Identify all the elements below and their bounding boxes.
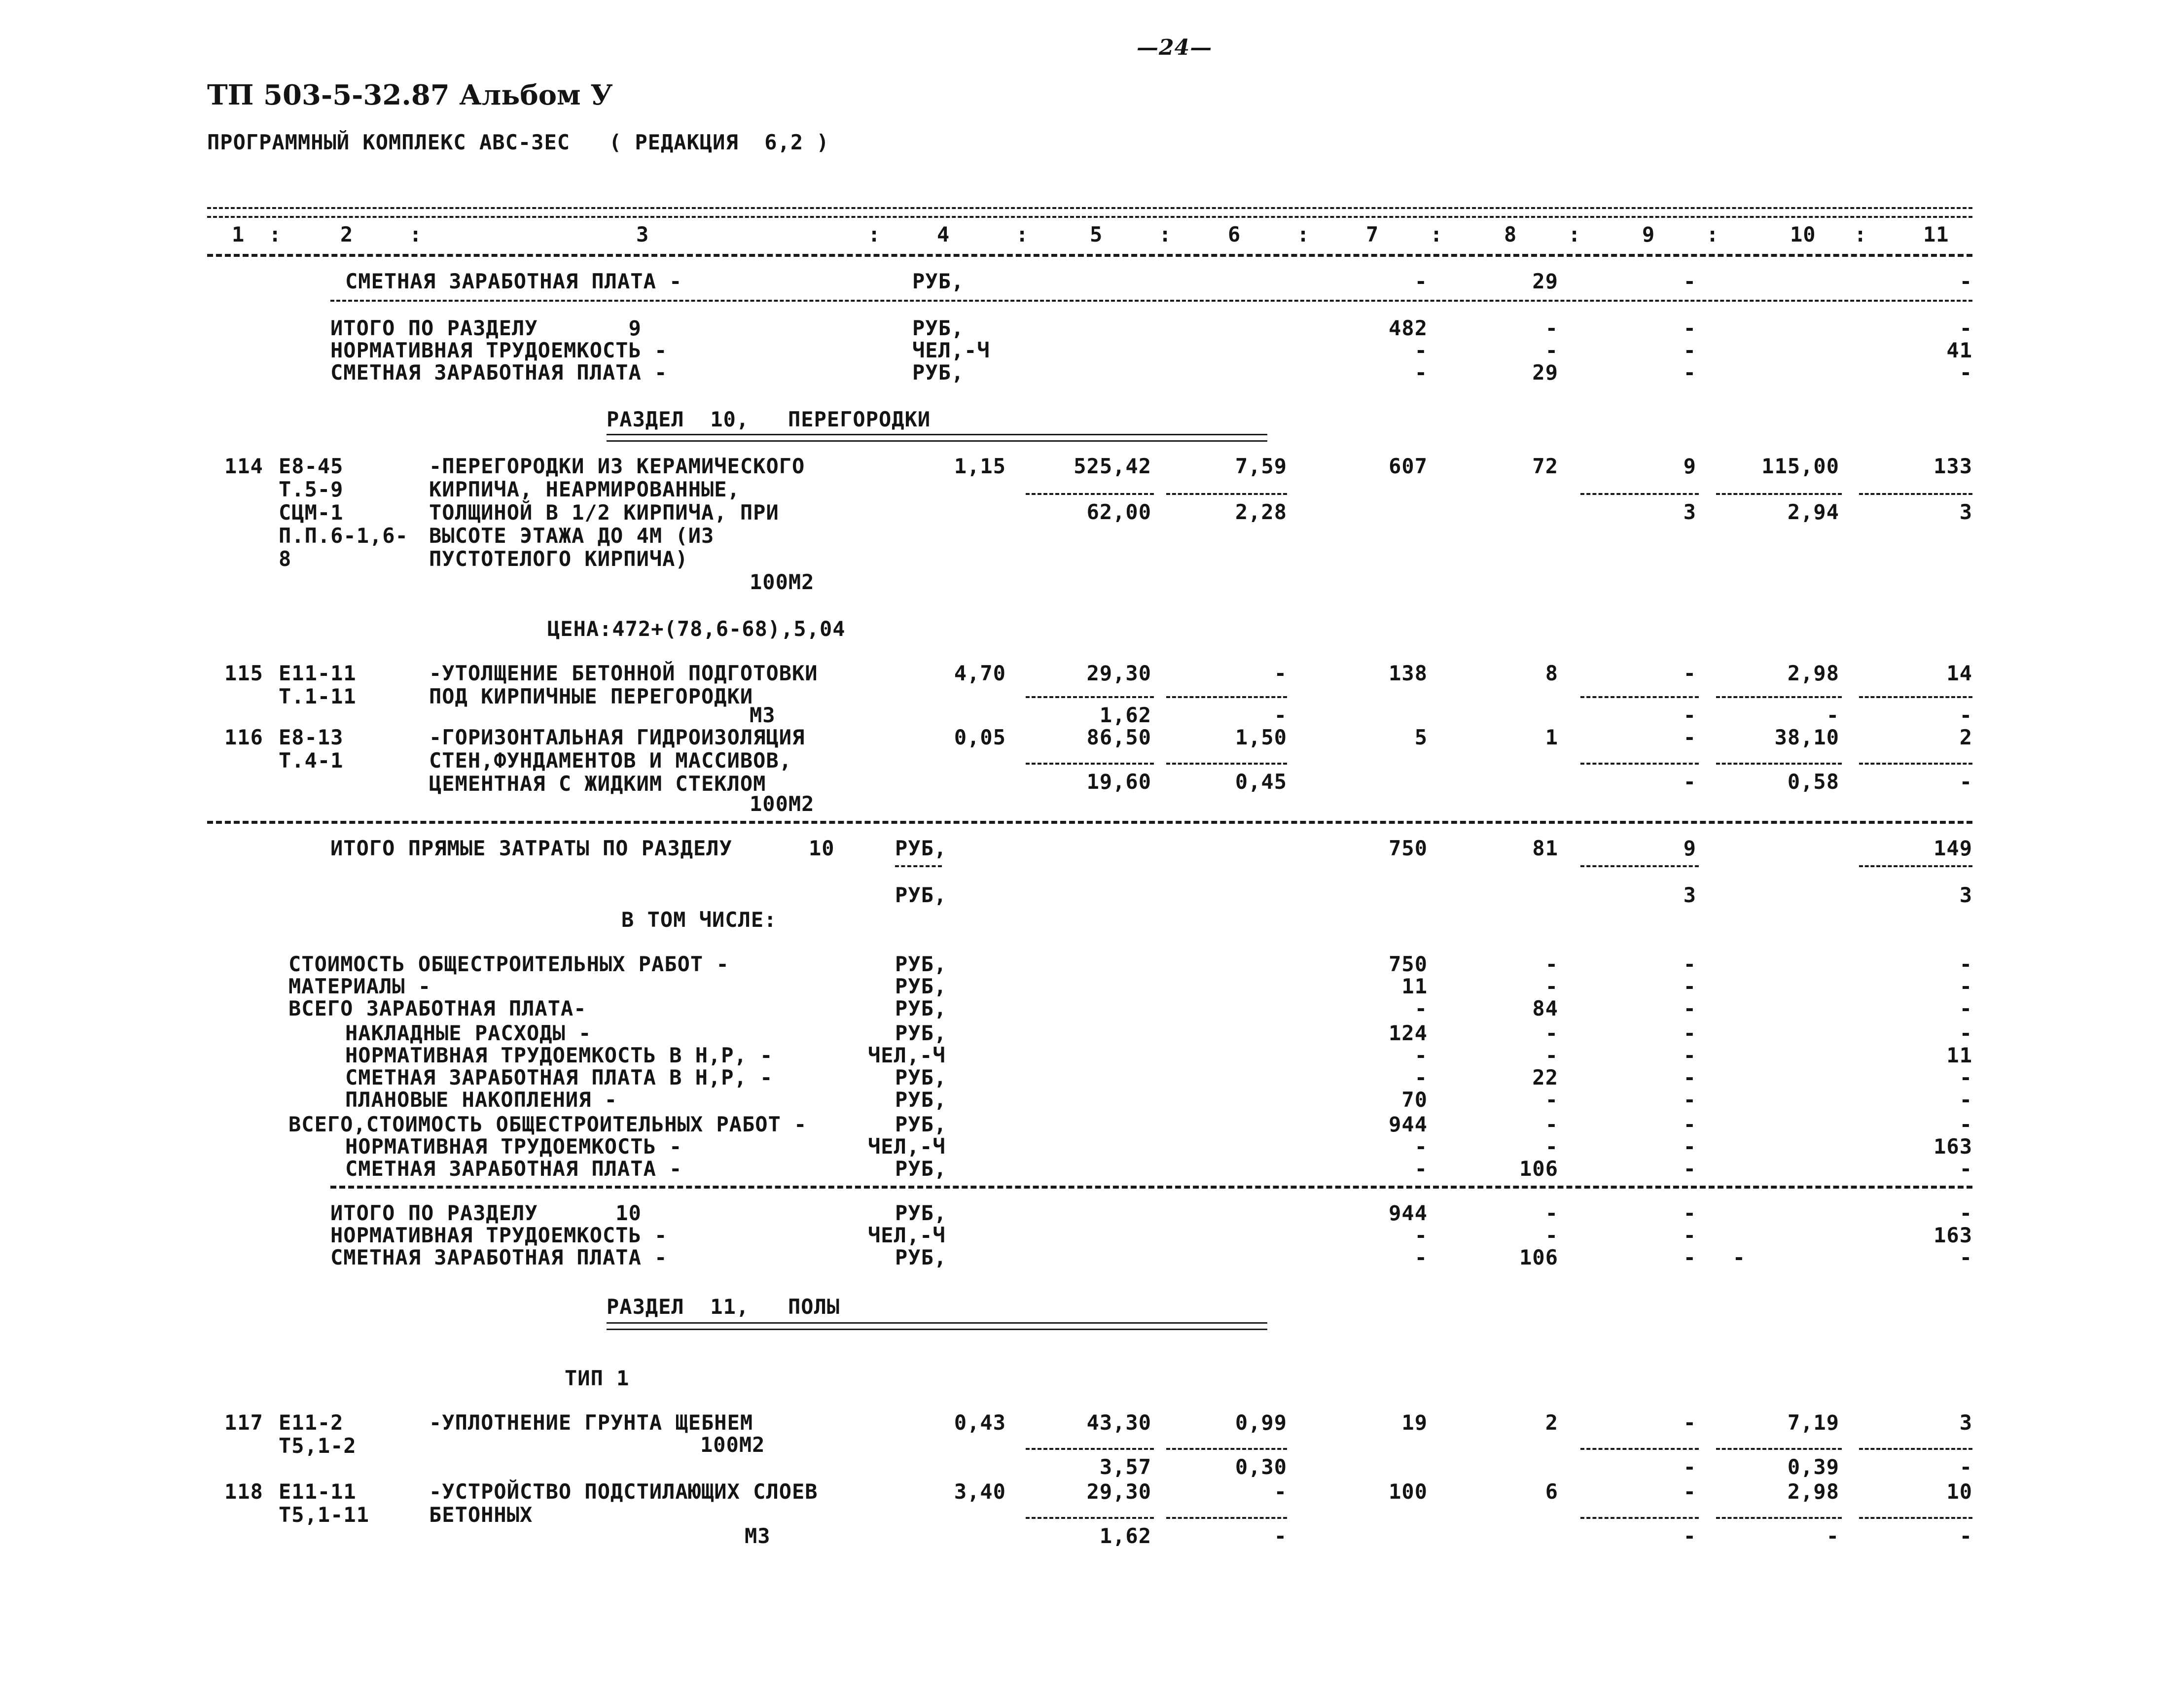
col11-value: - xyxy=(1959,1112,1972,1136)
col6-wage: - xyxy=(1274,703,1287,727)
col11-value: 149 xyxy=(1933,836,1972,860)
col8-value: - xyxy=(1545,338,1558,362)
row-unit: РУБ, xyxy=(895,1157,947,1181)
col8-value: - xyxy=(1545,1223,1558,1247)
subrule xyxy=(1580,865,1699,867)
column-separator: : xyxy=(1430,222,1443,246)
subrule xyxy=(895,865,942,867)
col9-value: - xyxy=(1683,360,1696,385)
item-number: 116 xyxy=(224,725,263,749)
col9-value: - xyxy=(1683,1201,1696,1225)
total-rule xyxy=(330,1186,1972,1189)
col10-value: - xyxy=(1732,1245,1746,1269)
item-description: -ПЕРЕГОРОДКИ ИЗ КЕРАМИЧЕСКОГО xyxy=(429,454,805,478)
col11-value: - xyxy=(1959,1088,1972,1112)
col8-value: - xyxy=(1545,952,1558,976)
column-separator: : xyxy=(1854,222,1867,246)
row-unit: РУБ, xyxy=(912,269,965,293)
col7-value: 944 xyxy=(1389,1112,1428,1136)
row-unit: РУБ, xyxy=(895,1245,947,1269)
subrule xyxy=(1859,865,1972,867)
breakdown-label: НОРМАТИВНАЯ ТРУДОЕМКОСТЬ - xyxy=(345,1134,682,1159)
col7-value: - xyxy=(1414,1157,1428,1181)
program-title: ПРОГРАММНЫЙ КОМПЛЕКС АВС-3ЕС ( РЕДАКЦИЯ 6,2 ) xyxy=(207,130,829,154)
item-description: БЕТОННЫХ xyxy=(429,1503,533,1527)
col11-value: 133 xyxy=(1933,454,1972,478)
col10-wage: - xyxy=(1826,1524,1839,1548)
column-separator: : xyxy=(868,222,881,246)
col7-value: - xyxy=(1414,996,1428,1020)
col8-value: - xyxy=(1545,1021,1558,1045)
col11-value: 14 xyxy=(1946,661,1972,685)
row-unit: ЧЕЛ,-Ч xyxy=(868,1134,946,1159)
col5-wage: 3,57 xyxy=(1099,1455,1151,1479)
col7-value: - xyxy=(1414,1043,1428,1067)
item-number: 117 xyxy=(224,1410,263,1435)
col7-value: 19 xyxy=(1401,1410,1428,1435)
col7-value: - xyxy=(1414,1134,1428,1159)
col9-value: - xyxy=(1683,952,1696,976)
item-description: ПУСТОТЕЛОГО КИРПИЧА) xyxy=(429,547,688,571)
column-separator: : xyxy=(1706,222,1719,246)
header-bottom-rule xyxy=(207,254,1972,257)
column-separator: : xyxy=(1016,222,1029,246)
row-unit: РУБ, xyxy=(895,1088,947,1112)
row-unit: ЧЕЛ,-Ч xyxy=(868,1043,946,1067)
item-unit: 100М2 xyxy=(750,570,815,594)
item-unit: 100М2 xyxy=(700,1433,765,1457)
breakdown-label: ВСЕГО ЗАРАБОТНАЯ ПЛАТА- xyxy=(288,996,587,1020)
col7-value: 100 xyxy=(1389,1479,1428,1504)
col9-value: 9 xyxy=(1683,836,1696,860)
subrule xyxy=(1166,493,1287,495)
col11-value: 10 xyxy=(1946,1479,1972,1504)
col5-unit-cost: 29,30 xyxy=(1086,1479,1151,1504)
item-code: Т.4-1 xyxy=(279,748,344,773)
subrule xyxy=(1716,763,1842,765)
column-header-7: 7 xyxy=(1366,222,1379,246)
item-description: -УСТРОЙСТВО ПОДСТИЛАЮЩИХ СЛОЕВ xyxy=(429,1479,818,1504)
section-10-underline xyxy=(607,434,1267,442)
item-number: 118 xyxy=(224,1479,263,1504)
row-label: НОРМАТИВНАЯ ТРУДОЕМКОСТЬ - xyxy=(330,338,668,362)
item-code: Е11-2 xyxy=(279,1410,344,1435)
col4-quantity: 3,40 xyxy=(954,1479,1006,1504)
col6-unit-cost: 7,59 xyxy=(1235,454,1287,478)
subrule xyxy=(1716,493,1842,495)
col8-value: - xyxy=(1545,974,1558,998)
item-unit: М3 xyxy=(750,703,776,727)
breakdown-label: ВСЕГО,СТОИМОСТЬ ОБЩЕСТРОИТЕЛЬНЫХ РАБОТ - xyxy=(288,1112,807,1136)
col5-wage: 19,60 xyxy=(1086,770,1151,794)
row-unit: РУБ, xyxy=(895,1065,947,1090)
col5-unit-cost: 525,42 xyxy=(1074,454,1151,478)
subrule xyxy=(1580,696,1699,698)
col6-wage: 0,45 xyxy=(1235,770,1287,794)
col4-quantity: 0,05 xyxy=(954,725,1006,749)
item-description: СТЕН,ФУНДАМЕНТОВ И МАССИВОВ, xyxy=(429,748,792,773)
col9-value: - xyxy=(1683,1043,1696,1067)
col9-value: - xyxy=(1683,269,1696,293)
col9-value: - xyxy=(1683,1223,1696,1247)
col9-value: - xyxy=(1683,1410,1696,1435)
col10-value: 115,00 xyxy=(1761,454,1839,478)
col11-value: - xyxy=(1959,1157,1972,1181)
col9-value: - xyxy=(1683,316,1696,340)
subrule xyxy=(1166,1517,1287,1519)
col8-value: - xyxy=(1545,316,1558,340)
col8-value: - xyxy=(1545,1043,1558,1067)
item-code: Е11-11 xyxy=(279,1479,357,1504)
item-code: Е8-13 xyxy=(279,725,344,749)
column-separator: : xyxy=(1159,222,1172,246)
col7-value: - xyxy=(1414,269,1428,293)
column-header-3: 3 xyxy=(636,222,649,246)
col8-value: 8 xyxy=(1545,661,1558,685)
col10-wage: - xyxy=(1826,703,1839,727)
subrule xyxy=(1580,1448,1699,1450)
row-unit: РУБ, xyxy=(895,883,947,907)
section-11-underline xyxy=(607,1322,1267,1330)
item-number: 115 xyxy=(224,661,263,685)
col11-value: - xyxy=(1959,1065,1972,1090)
col11-value: 11 xyxy=(1946,1043,1972,1067)
col9-wage: - xyxy=(1683,1455,1696,1479)
row-unit: РУБ, xyxy=(895,952,947,976)
col9-wage: 3 xyxy=(1683,883,1696,907)
section-10-title: РАЗДЕЛ 10, ПЕРЕГОРОДКИ xyxy=(607,407,931,431)
col8-value: 29 xyxy=(1532,360,1558,385)
subrule xyxy=(1716,1448,1842,1450)
item-description: -УПЛОТНЕНИЕ ГРУНТА ЩЕБНЕМ xyxy=(429,1410,753,1435)
col5-wage: 1,62 xyxy=(1099,703,1151,727)
col8-value: 84 xyxy=(1532,996,1558,1020)
col8-value: - xyxy=(1545,1112,1558,1136)
row-unit: РУБ, xyxy=(895,974,947,998)
col8-value: 106 xyxy=(1519,1157,1558,1181)
subrule xyxy=(1580,493,1699,495)
breakdown-label: СМЕТНАЯ ЗАРАБОТНАЯ ПЛАТА В Н,Р, - xyxy=(345,1065,773,1090)
col7-value: - xyxy=(1414,1223,1428,1247)
item-code: Е8-45 xyxy=(279,454,344,478)
total-rule xyxy=(207,821,1972,824)
col11-value: - xyxy=(1959,952,1972,976)
album-title: ТП 503-5-32.87 Альбом У xyxy=(207,79,613,111)
column-header-9: 9 xyxy=(1642,222,1655,246)
subrule xyxy=(1716,1517,1842,1519)
col7-value: 138 xyxy=(1389,661,1428,685)
item-code: Т5,1-2 xyxy=(279,1434,357,1458)
subrule xyxy=(1026,1517,1154,1519)
col11-value: 163 xyxy=(1933,1223,1972,1247)
col11-wage: - xyxy=(1959,1455,1972,1479)
breakdown-label: НОРМАТИВНАЯ ТРУДОЕМКОСТЬ В Н,Р, - xyxy=(345,1043,773,1067)
col10-value: 2,98 xyxy=(1787,1479,1839,1504)
subrule xyxy=(1026,763,1154,765)
col9-wage: 3 xyxy=(1683,500,1696,524)
col9-value: - xyxy=(1683,1157,1696,1181)
col11-value: 163 xyxy=(1933,1134,1972,1159)
breakdown-label: МАТЕРИАЛЫ - xyxy=(288,974,431,998)
item-description: КИРПИЧА, НЕАРМИРОВАННЫЕ, xyxy=(429,477,740,501)
col7-value: - xyxy=(1414,1065,1428,1090)
col4-quantity: 0,43 xyxy=(954,1410,1006,1435)
subrule xyxy=(1166,763,1287,765)
column-header-10: 10 xyxy=(1790,222,1816,246)
col8-value: 81 xyxy=(1532,836,1558,860)
col8-value: 1 xyxy=(1545,725,1558,749)
item-code: П.П.6-1,6- xyxy=(279,524,408,548)
breakdown-label: СМЕТНАЯ ЗАРАБОТНАЯ ПЛАТА - xyxy=(345,1157,682,1181)
column-separator: : xyxy=(1568,222,1581,246)
direct-costs-section: 10 xyxy=(809,836,835,860)
col8-value: 6 xyxy=(1545,1479,1558,1504)
col9-value: - xyxy=(1683,1021,1696,1045)
col11-value: 2 xyxy=(1959,725,1972,749)
col7-value: - xyxy=(1414,360,1428,385)
page-number: —24— xyxy=(1137,35,1213,60)
col8-value: - xyxy=(1545,1201,1558,1225)
col11-value: - xyxy=(1959,1201,1972,1225)
col11-wage: - xyxy=(1959,1524,1972,1548)
item-unit: М3 xyxy=(745,1524,771,1548)
col8-value: 72 xyxy=(1532,454,1558,478)
column-separator: : xyxy=(1297,222,1310,246)
subrule xyxy=(1166,1448,1287,1450)
row-rule xyxy=(330,300,1972,302)
col11-value: - xyxy=(1959,360,1972,385)
item-description: -ГОРИЗОНТАЛЬНАЯ ГИДРОИЗОЛЯЦИЯ xyxy=(429,725,805,749)
col8-value: 29 xyxy=(1532,269,1558,293)
col11-value: - xyxy=(1959,269,1972,293)
row-unit: ЧЕЛ,-Ч xyxy=(868,1223,946,1247)
col9-value: - xyxy=(1683,1065,1696,1090)
column-header-2: 2 xyxy=(340,222,354,246)
col7-value: 607 xyxy=(1389,454,1428,478)
row-unit: РУБ, xyxy=(912,360,965,385)
col9-value: - xyxy=(1683,338,1696,362)
breakdown-label: ПЛАНОВЫЕ НАКОПЛЕНИЯ - xyxy=(345,1088,618,1112)
col10-wage: 2,94 xyxy=(1787,500,1839,524)
col9-value: - xyxy=(1683,1134,1696,1159)
column-header-1: 1 xyxy=(232,222,245,246)
col9-wage: - xyxy=(1683,703,1696,727)
item-code: Т.5-9 xyxy=(279,477,344,501)
subrule xyxy=(1026,696,1154,698)
subrule xyxy=(1026,493,1154,495)
subrule xyxy=(1580,1517,1699,1519)
item-unit: 100М2 xyxy=(750,792,815,816)
col9-value: - xyxy=(1683,1088,1696,1112)
section-total-label: СМЕТНАЯ ЗАРАБОТНАЯ ПЛАТА - xyxy=(330,1245,668,1269)
row-unit: РУБ, xyxy=(895,836,947,860)
subrule xyxy=(1716,696,1842,698)
item-code: Е11-11 xyxy=(279,661,357,685)
row-unit: РУБ, xyxy=(895,996,947,1020)
col8-value: - xyxy=(1545,1134,1558,1159)
row-label: СМЕТНАЯ ЗАРАБОТНАЯ ПЛАТА - xyxy=(330,360,668,385)
col6-unit-cost: - xyxy=(1274,661,1287,685)
col9-wage: - xyxy=(1683,770,1696,794)
col11-value: - xyxy=(1959,996,1972,1020)
item-description: -УТОЛЩЕНИЕ БЕТОННОЙ ПОДГОТОВКИ xyxy=(429,661,818,685)
type-label: ТИП 1 xyxy=(565,1366,630,1390)
col6-wage: 2,28 xyxy=(1235,500,1287,524)
subrule xyxy=(1859,493,1972,495)
col8-value: 2 xyxy=(1545,1410,1558,1435)
col7-value: - xyxy=(1414,338,1428,362)
col11-wage: - xyxy=(1959,703,1972,727)
section-11-title: РАЗДЕЛ 11, ПОЛЫ xyxy=(607,1295,840,1319)
col7-value: 944 xyxy=(1389,1201,1428,1225)
column-header-5: 5 xyxy=(1090,222,1103,246)
column-header-4: 4 xyxy=(937,222,950,246)
column-header-11: 11 xyxy=(1923,222,1949,246)
col10-value: 7,19 xyxy=(1787,1410,1839,1435)
col5-wage: 62,00 xyxy=(1086,500,1151,524)
col9-value: - xyxy=(1683,974,1696,998)
row-unit: РУБ, xyxy=(895,1021,947,1045)
item-description: ЦЕМЕНТНАЯ С ЖИДКИМ СТЕКЛОМ xyxy=(429,772,766,796)
col7-value: 11 xyxy=(1401,974,1428,998)
col5-unit-cost: 29,30 xyxy=(1086,661,1151,685)
item-description: ПОД КИРПИЧНЫЕ ПЕРЕГОРОДКИ xyxy=(429,684,753,708)
col11-value: - xyxy=(1959,1245,1972,1269)
subrule xyxy=(1859,1517,1972,1519)
col7-value: - xyxy=(1414,1245,1428,1269)
col7-value: 750 xyxy=(1389,836,1428,860)
col7-value: 5 xyxy=(1414,725,1428,749)
subrule xyxy=(1859,1448,1972,1450)
subrule xyxy=(1859,763,1972,765)
section-total-label: ИТОГО ПО РАЗДЕЛУ 10 xyxy=(330,1201,642,1225)
column-separator: : xyxy=(409,222,423,246)
col9-wage: - xyxy=(1683,1524,1696,1548)
item-description: ТОЛЩИНОЙ В 1/2 КИРПИЧА, ПРИ xyxy=(429,500,779,525)
col10-value: 38,10 xyxy=(1774,725,1839,749)
col5-wage: 1,62 xyxy=(1099,1524,1151,1548)
row-unit: РУБ, xyxy=(895,1201,947,1225)
item-code: 8 xyxy=(279,547,292,571)
col10-wage: 0,39 xyxy=(1787,1455,1839,1479)
column-header-6: 6 xyxy=(1228,222,1241,246)
col9-value: - xyxy=(1683,661,1696,685)
col6-unit-cost: - xyxy=(1274,1479,1287,1504)
column-header-8: 8 xyxy=(1504,222,1517,246)
col5-unit-cost: 86,50 xyxy=(1086,725,1151,749)
col9-value: 9 xyxy=(1683,454,1696,478)
col8-value: - xyxy=(1545,1088,1558,1112)
col9-value: - xyxy=(1683,1245,1696,1269)
col9-value: - xyxy=(1683,996,1696,1020)
col8-value: 22 xyxy=(1532,1065,1558,1090)
col8-value: 106 xyxy=(1519,1245,1558,1269)
row-label: ИТОГО ПО РАЗДЕЛУ 9 xyxy=(330,316,642,340)
col9-value: - xyxy=(1683,725,1696,749)
col11-value: - xyxy=(1959,1021,1972,1045)
col10-value: 2,98 xyxy=(1787,661,1839,685)
item-code: Т.1-11 xyxy=(279,684,357,708)
section-total-label: НОРМАТИВНАЯ ТРУДОЕМКОСТЬ - xyxy=(330,1223,668,1247)
breakdown-label: НАКЛАДНЫЕ РАСХОДЫ - xyxy=(345,1021,592,1045)
header-top-rule xyxy=(207,207,1972,218)
col11-value: - xyxy=(1959,316,1972,340)
col4-quantity: 4,70 xyxy=(954,661,1006,685)
col7-value: 124 xyxy=(1389,1021,1428,1045)
price-formula: ЦЕНА:472+(78,6-68),5,04 xyxy=(547,617,846,641)
row-unit: РУБ, xyxy=(912,316,965,340)
col6-wage: 0,30 xyxy=(1235,1455,1287,1479)
subrule xyxy=(1166,696,1287,698)
col11-value: - xyxy=(1959,974,1972,998)
column-separator: : xyxy=(269,222,282,246)
direct-costs-label: ИТОГО ПРЯМЫЕ ЗАТРАТЫ ПО РАЗДЕЛУ xyxy=(330,836,732,860)
item-code: СЦМ-1 xyxy=(279,500,344,525)
col7-value: 750 xyxy=(1389,952,1428,976)
item-number: 114 xyxy=(224,454,263,478)
col11-wage: 3 xyxy=(1959,883,1972,907)
subrule xyxy=(1026,1448,1154,1450)
col7-value: 70 xyxy=(1401,1088,1428,1112)
col7-value: 482 xyxy=(1389,316,1428,340)
row-unit: РУБ, xyxy=(895,1112,947,1136)
including-label: В ТОМ ЧИСЛЕ: xyxy=(621,908,777,932)
subrule xyxy=(1580,763,1699,765)
item-code: Т5,1-11 xyxy=(279,1503,370,1527)
col9-value: - xyxy=(1683,1112,1696,1136)
breakdown-label: СТОИМОСТЬ ОБЩЕСТРОИТЕЛЬНЫХ РАБОТ - xyxy=(288,952,729,976)
col9-value: - xyxy=(1683,1479,1696,1504)
col11-value: 3 xyxy=(1959,1410,1972,1435)
row-label: СМЕТНАЯ ЗАРАБОТНАЯ ПЛАТА - xyxy=(345,269,682,293)
col6-unit-cost: 0,99 xyxy=(1235,1410,1287,1435)
col5-unit-cost: 43,30 xyxy=(1086,1410,1151,1435)
col10-wage: 0,58 xyxy=(1787,770,1839,794)
col6-wage: - xyxy=(1274,1524,1287,1548)
subrule xyxy=(1859,696,1972,698)
col11-wage: 3 xyxy=(1959,500,1972,524)
col6-unit-cost: 1,50 xyxy=(1235,725,1287,749)
item-description: ВЫСОТЕ ЭТАЖА ДО 4М (ИЗ xyxy=(429,524,715,548)
col11-wage: - xyxy=(1959,770,1972,794)
col4-quantity: 1,15 xyxy=(954,454,1006,478)
col11-value: 41 xyxy=(1946,338,1972,362)
row-unit: ЧЕЛ,-Ч xyxy=(912,338,990,362)
